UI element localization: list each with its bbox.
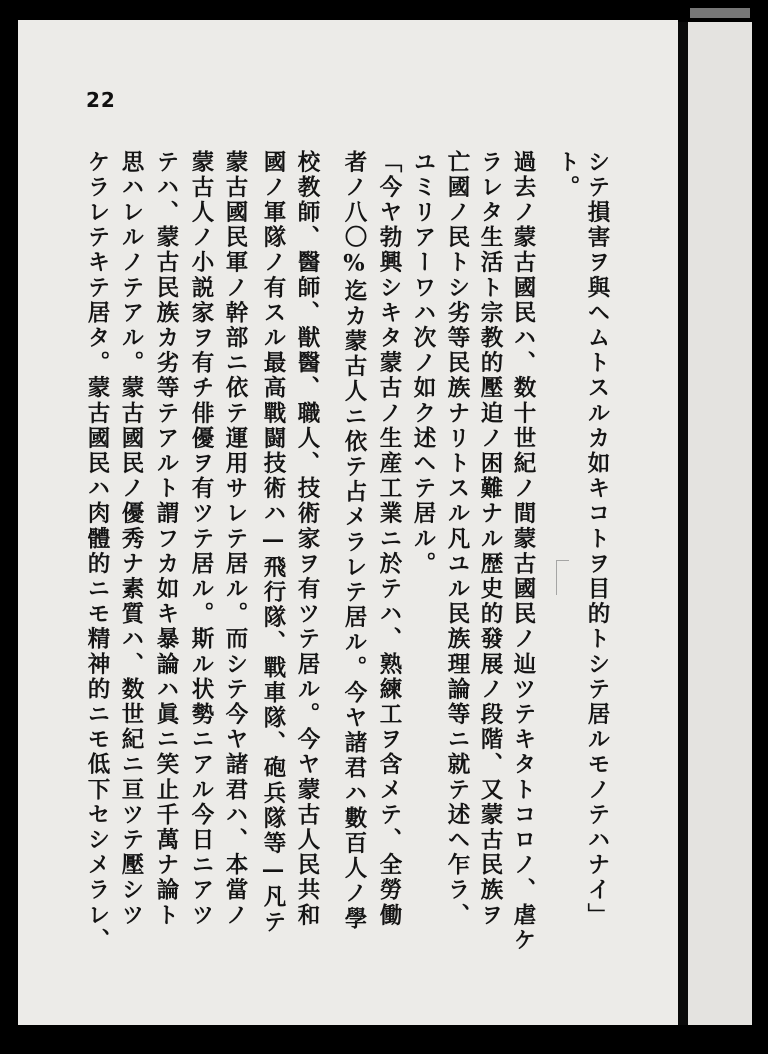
scan-artifact [690,8,750,18]
text-column-8: 者ノ八〇%迄カ蒙古人ニ依テ占メラレテ居ル。今ヤ諸君ハ數百人ノ學 [341,150,367,932]
text-column-7: 「今ヤ勃興シキタ蒙古ノ生産工業ニ於テハ、熟練工ヲ含メテ、全勞働 [376,150,402,929]
text-column-6: ユミリアーワハ次ノ如ク述ヘテ居ル。 [410,150,436,577]
text-column-13: テハ、蒙古民族カ劣等テアルト謂フカ如キ暴論ハ眞ニ笑止千萬ナ論ト [153,150,179,929]
text-column-10: 國ノ軍隊ノ有スル最高戰闘技術ハ—飛行隊、戰車隊、砲兵隊等—凡テ [260,150,286,936]
page-number: 22 [86,88,116,112]
text-column-3: 過去ノ蒙古國民ハ、数十世紀ノ間蒙古國民ノ辿ツテキタトコロノ、虐ケ [510,150,536,954]
text-column-14: 思ハレルノテアル。蒙古國民ノ優秀ナ素質ハ、数世紀ニ亘ツテ壓シツ [118,150,144,929]
text-column-4: ラレタ生活ト宗教的壓迫ノ困難ナル歴史的發展ノ段階、又蒙古民族ヲ [477,150,503,929]
text-column-11: 蒙古國民軍ノ幹部ニ依テ運用サレテ居ル。而シテ今ヤ諸君ハ、本當ノ [222,150,248,929]
adjacent-page-edge [688,22,752,1025]
text-column-12: 蒙古人ノ小説家ヲ有チ俳優ヲ有ツテ居ル。斯ル状勢ニアル今日ニアツ [188,150,214,929]
text-column-9: 校教師、醫師、獣醫、職人、技術家ヲ有ツテ居ル。今ヤ蒙古人民共和 [294,150,320,929]
margin-bracket-mark [556,560,569,595]
text-column-1: シテ損害ヲ與ヘムトスルカ如キコトヲ目的トシテ居ルモノテハナイ」 [584,150,610,929]
text-column-15: ケラレテキテ居タ。蒙古國民ハ肉體的ニモ精神的ニモ低下セシメラレ、 [84,150,110,954]
text-column-2: ト。 [554,150,580,201]
text-column-5: 亡國ノ民トシ劣等民族ナリトスル凡ユル民族理論等ニ就テ述ヘ乍ラ、 [444,150,470,929]
binding-shadow [678,22,688,1025]
